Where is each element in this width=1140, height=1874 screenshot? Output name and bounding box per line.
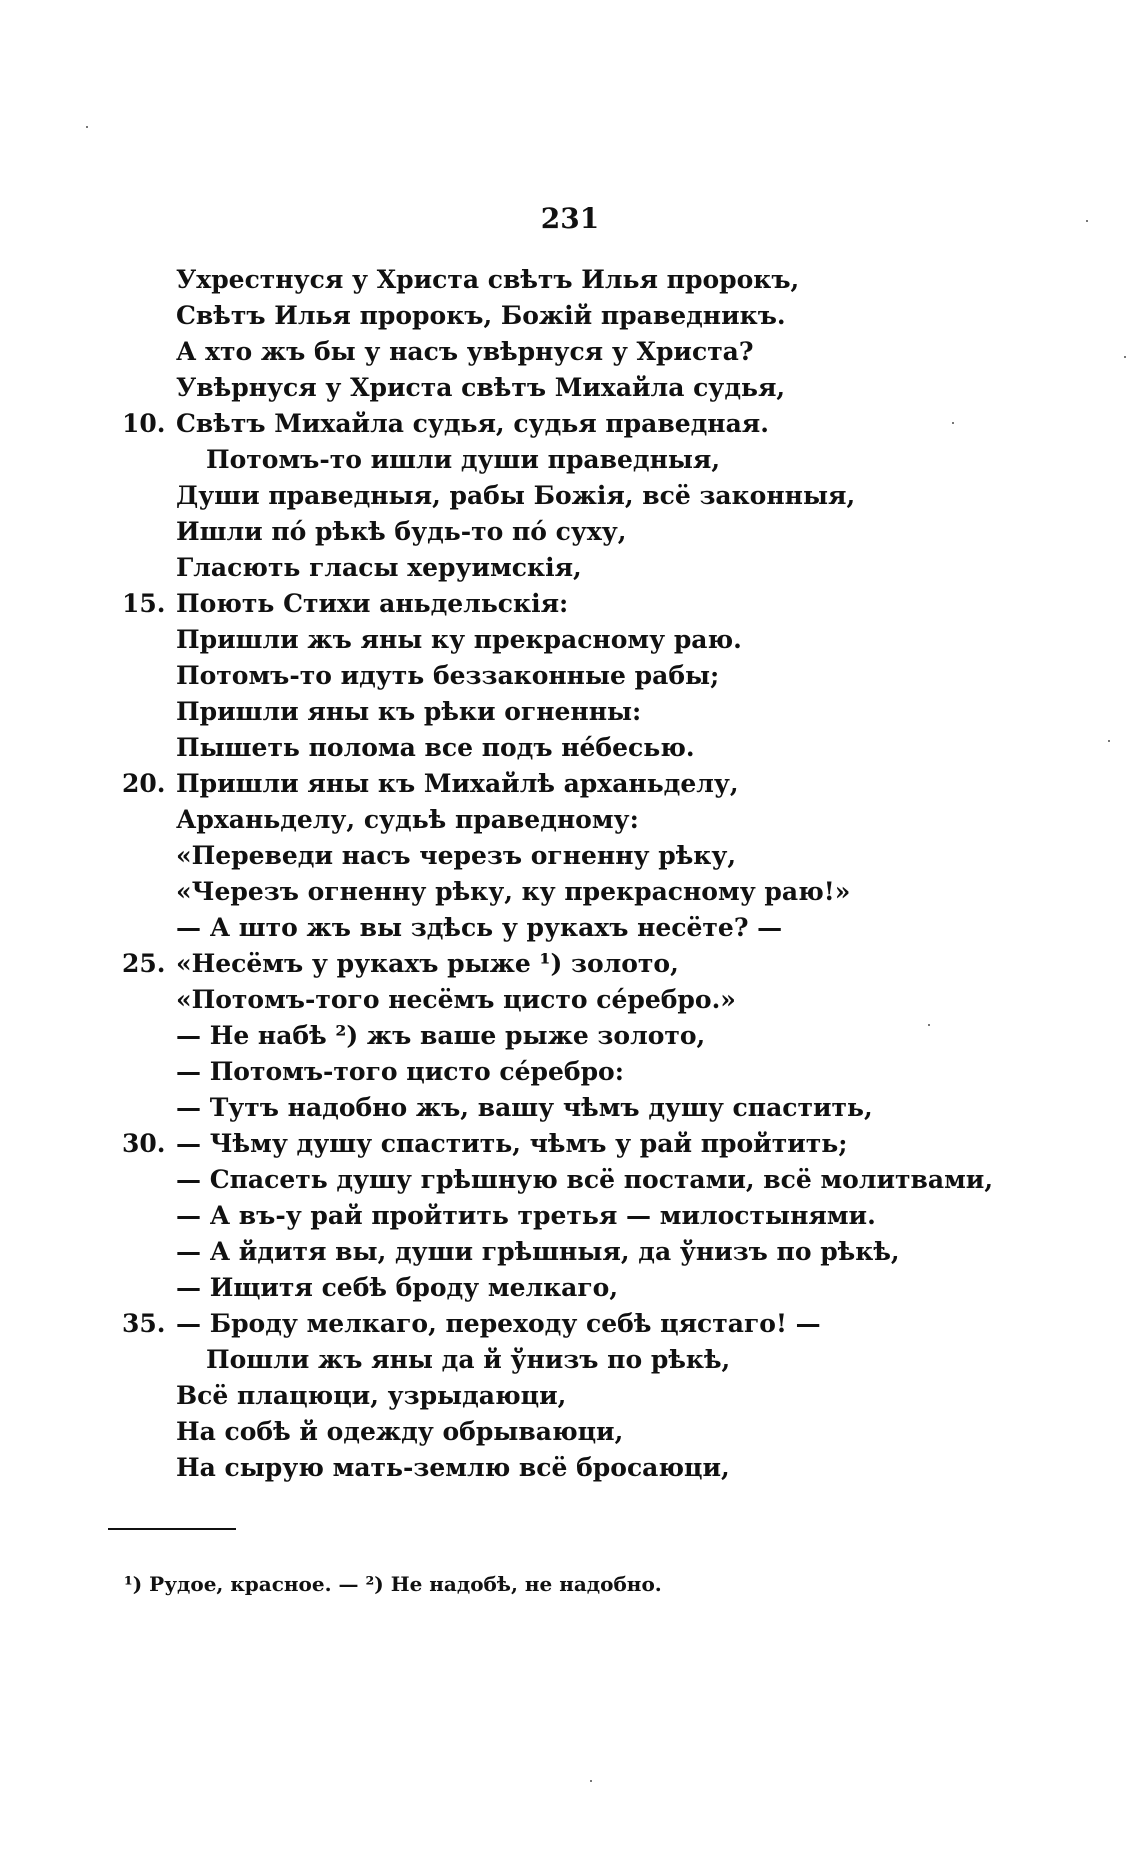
- verse-number: 15.: [122, 589, 166, 618]
- verse-text: Ухрестнуся у Христа свѣтъ Илья пророкъ,: [176, 265, 800, 294]
- verse-text: «Переведи насъ черезъ огненну рѣку,: [176, 841, 737, 870]
- verse-line: [0, 478, 1140, 514]
- scan-speck: [86, 126, 88, 128]
- verse-line: [0, 1270, 1140, 1306]
- scan-speck: [1086, 220, 1088, 222]
- verse-block: [0, 262, 1140, 1486]
- verse-line: [0, 982, 1140, 1018]
- verse-line: [0, 298, 1140, 334]
- verse-text: — А йдитя вы, души грѣшныя, да ўнизъ по рѣкѣ,: [176, 1237, 900, 1266]
- verse-text: — Спасеть душу грѣшную всё постами, всё молитвами,: [176, 1165, 994, 1194]
- verse-text: — А въ-у рай пройтить третья — милостынями.: [176, 1201, 876, 1230]
- verse-text: Потомъ-то ишли души праведныя,: [206, 445, 721, 474]
- footnote: ¹) Рудое, красное. — ²) Не надобѣ, не надобно.: [124, 1572, 662, 1596]
- verse-text: Свѣтъ Михайла судья, судья праведная.: [176, 409, 769, 438]
- scan-speck: [928, 1024, 930, 1026]
- verse-text: Пошли жъ яны да й ўнизъ по рѣкѣ,: [206, 1345, 731, 1374]
- verse-line: [0, 622, 1140, 658]
- verse-line: [0, 1306, 1140, 1342]
- verse-line: [0, 838, 1140, 874]
- verse-number: 30.: [122, 1129, 166, 1158]
- verse-text: — Не набѣ ²) жъ ваше рыже золото,: [176, 1021, 706, 1050]
- verse-line: [0, 802, 1140, 838]
- verse-line: [0, 514, 1140, 550]
- verse-number: 10.: [122, 409, 166, 438]
- verse-text: — Потомъ-того цисто сéребро:: [176, 1057, 624, 1086]
- verse-text: Поють Стихи аньдельскія:: [176, 589, 569, 618]
- footnote-rule: [108, 1528, 236, 1530]
- verse-line: [0, 694, 1140, 730]
- verse-text: Всё плацюци, узрыдаюци,: [176, 1381, 567, 1410]
- verse-line: [0, 1378, 1140, 1414]
- verse-text: Пришли яны къ рѣки огненны:: [176, 697, 642, 726]
- verse-line: [0, 262, 1140, 298]
- verse-line: [0, 1162, 1140, 1198]
- verse-line: [0, 874, 1140, 910]
- page-number: 231: [540, 202, 600, 235]
- verse-line: [0, 1018, 1140, 1054]
- verse-text: Увѣрнуся у Христа свѣтъ Михайла судья,: [176, 373, 786, 402]
- verse-text: «Потомъ-того несёмъ цисто сéребро.»: [176, 985, 736, 1014]
- verse-line: [0, 1234, 1140, 1270]
- verse-number: 25.: [122, 949, 166, 978]
- verse-line: [0, 658, 1140, 694]
- scan-speck: [1124, 356, 1126, 358]
- verse-line: [0, 1126, 1140, 1162]
- verse-line: [0, 1342, 1140, 1378]
- verse-line: [0, 550, 1140, 586]
- verse-line: [0, 1414, 1140, 1450]
- verse-line: [0, 442, 1140, 478]
- verse-text: — Чѣму душу спастить, чѣмъ у рай пройтить;: [176, 1129, 848, 1158]
- verse-text: Потомъ-то идуть беззаконные рабы;: [176, 661, 720, 690]
- verse-text: Пышеть полома все подъ нéбесью.: [176, 733, 695, 762]
- verse-text: «Черезъ огненну рѣку, ку прекрасному раю!»: [176, 877, 851, 906]
- verse-line: [0, 1090, 1140, 1126]
- verse-text: Души праведныя, рабы Божія, всё законныя,: [176, 481, 856, 510]
- verse-line: [0, 1054, 1140, 1090]
- verse-text: Арханьделу, судьѣ праведному:: [176, 805, 639, 834]
- verse-line: [0, 370, 1140, 406]
- verse-text: Свѣтъ Илья пророкъ, Божій праведникъ.: [176, 301, 786, 330]
- verse-line: [0, 730, 1140, 766]
- verse-line: [0, 406, 1140, 442]
- verse-number: 20.: [122, 769, 166, 798]
- verse-line: [0, 1198, 1140, 1234]
- verse-line: [0, 946, 1140, 982]
- verse-text: Пришли яны къ Михайлѣ арханьделу,: [176, 769, 739, 798]
- verse-text: Ишли пó рѣкѣ будь-то пó суху,: [176, 517, 627, 546]
- verse-number: 35.: [122, 1309, 166, 1338]
- scan-speck: [590, 1780, 592, 1782]
- verse-line: [0, 586, 1140, 622]
- verse-text: — А што жъ вы здѣсь у рукахъ несёте? —: [176, 913, 783, 942]
- verse-text: На собѣ й одежду обрываюци,: [176, 1417, 624, 1446]
- verse-line: [0, 334, 1140, 370]
- verse-line: [0, 1450, 1140, 1486]
- verse-text: А хто жъ бы у насъ увѣрнуся у Христа?: [176, 337, 754, 366]
- verse-text: — Ищитя себѣ броду мелкаго,: [176, 1273, 619, 1302]
- verse-line: [0, 766, 1140, 802]
- verse-line: [0, 910, 1140, 946]
- scan-speck: [952, 422, 954, 424]
- verse-text: На сырую мать-землю всё бросаюци,: [176, 1453, 730, 1482]
- verse-text: — Броду мелкаго, переходу себѣ цястаго! —: [176, 1309, 821, 1338]
- verse-text: «Несёмъ у рукахъ рыже ¹) золото,: [176, 949, 679, 978]
- verse-text: Гласють гласы херуимскія,: [176, 553, 582, 582]
- verse-text: Пришли жъ яны ку прекрасному раю.: [176, 625, 742, 654]
- verse-text: — Тутъ надобно жъ, вашу чѣмъ душу спастить,: [176, 1093, 873, 1122]
- scan-speck: [1108, 740, 1110, 742]
